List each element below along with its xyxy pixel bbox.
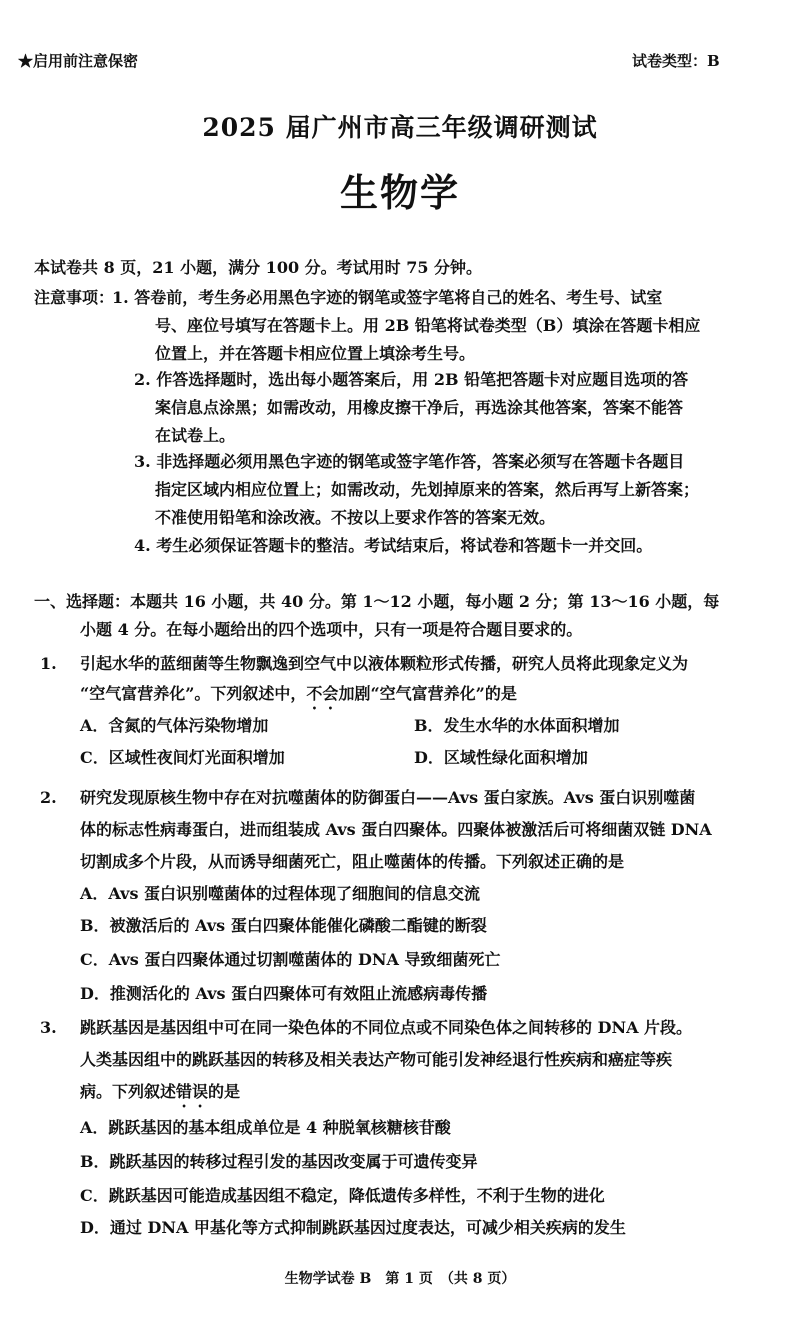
- notice-3-line-2: 指定区域内相应位置上；如需改动，先划掉原来的答案，然后再写上新答案；: [155, 480, 700, 499]
- stem-text: “空气富营养化”。下列叙述中，: [80, 684, 307, 703]
- question-stem-line-2: 体的标志性病毒蛋白，进而组装成 Avs 蛋白四聚体。四聚体被激活后可将细菌双链 DNA: [80, 820, 712, 839]
- section-1-heading-line-1: 一、选择题：本题共 16 小题，共 40 分。第 1～12 小题，每小题 2 分；第 13～16 小题，每: [34, 592, 720, 611]
- question-stem-line-1: 跳跃基因是基因组中可在同一染色体的不同位点或不同染色体之间转移的 DNA 片段。: [80, 1018, 693, 1037]
- question-stem-line-3: [80, 1080, 240, 1111]
- option-a: A．Avs 蛋白识别噬菌体的过程体现了细胞间的信息交流: [80, 884, 481, 903]
- question-stem-line-1: 研究发现原核生物中存在对抗噬菌体的防御蛋白——Avs 蛋白家族。Avs 蛋白识别噬菌: [80, 788, 696, 807]
- emphasized-word: 不会: [306, 684, 339, 703]
- question-stem-line-2: 人类基因组中的跳跃基因的转移及相关表达产物可能引发神经退行性疾病和癌症等疾: [80, 1050, 673, 1069]
- notice-1-line-2: 号、座位号填写在答题卡上。用 2B 铅笔将试卷类型（B）填涂在答题卡相应: [155, 316, 701, 335]
- notice-2-line-3: 在试卷上。: [155, 426, 236, 445]
- option-b: B．跳跃基因的转移过程引发的基因改变属于可遗传变异: [80, 1152, 478, 1171]
- question-stem-line-2: [80, 682, 517, 713]
- exam-title: 2025 届广州市高三年级调研测试: [202, 113, 598, 142]
- option-b: B．被激活后的 Avs 蛋白四聚体能催化磷酸二酯键的断裂: [80, 916, 487, 935]
- notice-3-line-1: 3. 非选择题必须用黑色字迹的钢笔或签字笔作答，答案必须写在答题卡各题目: [134, 452, 685, 471]
- question-stem-line-1: 引起水华的蓝细菌等生物飘逸到空气中以液体颗粒形式传播，研究人员将此现象定义为: [80, 654, 689, 673]
- option-d: D．通过 DNA 甲基化等方式抑制跳跃基因过度表达，可减少相关疾病的发生: [80, 1218, 626, 1237]
- option-c: C．区域性夜间灯光面积增加: [80, 748, 285, 767]
- emphasized-word: 错误: [176, 1082, 209, 1101]
- notice-3-line-3: 不准使用铅笔和涂改液。不按以上要求作答的答案无效。: [155, 508, 556, 527]
- option-c: C．跳跃基因可能造成基因组不稳定，降低遗传多样性，不利于生物的进化: [80, 1186, 605, 1205]
- notice-1-line-1: 1. 答卷前，考生务必用黑色字迹的钢笔或签字笔将自己的姓名、考生号、试室: [112, 288, 663, 307]
- stem-text: 的是: [208, 1082, 241, 1101]
- exam-intro: 本试卷共 8 页，21 小题，满分 100 分。考试用时 75 分钟。: [34, 258, 483, 277]
- option-d: D．区域性绿化面积增加: [414, 748, 588, 767]
- option-a: A．含氮的气体污染物增加: [80, 716, 269, 735]
- question-number: 3.: [40, 1018, 57, 1037]
- question-number: 1.: [40, 654, 57, 673]
- option-a: A．跳跃基因的基本组成单位是 4 种脱氧核糖核苷酸: [80, 1118, 451, 1137]
- option-d: D．推测活化的 Avs 蛋白四聚体可有效阻止流感病毒传播: [80, 984, 488, 1003]
- notice-2-line-1: 2. 作答选择题时，选出每小题答案后，用 2B 铅笔把答题卡对应题目选项的答: [134, 370, 689, 389]
- question-number: 2.: [40, 788, 57, 807]
- stem-text: 病。下列叙述: [80, 1082, 177, 1101]
- option-c: C．Avs 蛋白四聚体通过切割噬菌体的 DNA 导致细菌死亡: [80, 950, 501, 969]
- notice-label: 注意事项：: [34, 288, 115, 307]
- paper-type: 试卷类型：B: [632, 52, 720, 70]
- section-1-heading-line-2: 小题 4 分。在每小题给出的四个选项中，只有一项是符合题目要求的。: [80, 620, 583, 639]
- notice-4-line-1: 4. 考生必须保证答题卡的整洁。考试结束后，将试卷和答题卡一并交回。: [134, 536, 653, 555]
- notice-2-line-2: 案信息点涂黑；如需改动，用橡皮擦干净后，再选涂其他答案，答案不能答: [155, 398, 684, 417]
- stem-text: 加剧“空气富营养化”的是: [338, 684, 517, 703]
- option-b: B．发生水华的水体面积增加: [414, 716, 620, 735]
- question-stem-line-3: 切割成多个片段，从而诱导细菌死亡，阻止噬菌体的传播。下列叙述正确的是: [80, 852, 625, 871]
- confidential-note: ★启用前注意保密: [18, 52, 139, 70]
- page-footer: 生物学试卷 B 第 1 页 （共 8 页）: [284, 1271, 516, 1287]
- subject-title: 生物学: [339, 170, 460, 215]
- notice-1-line-3: 位置上，并在答题卡相应位置上填涂考生号。: [155, 344, 476, 363]
